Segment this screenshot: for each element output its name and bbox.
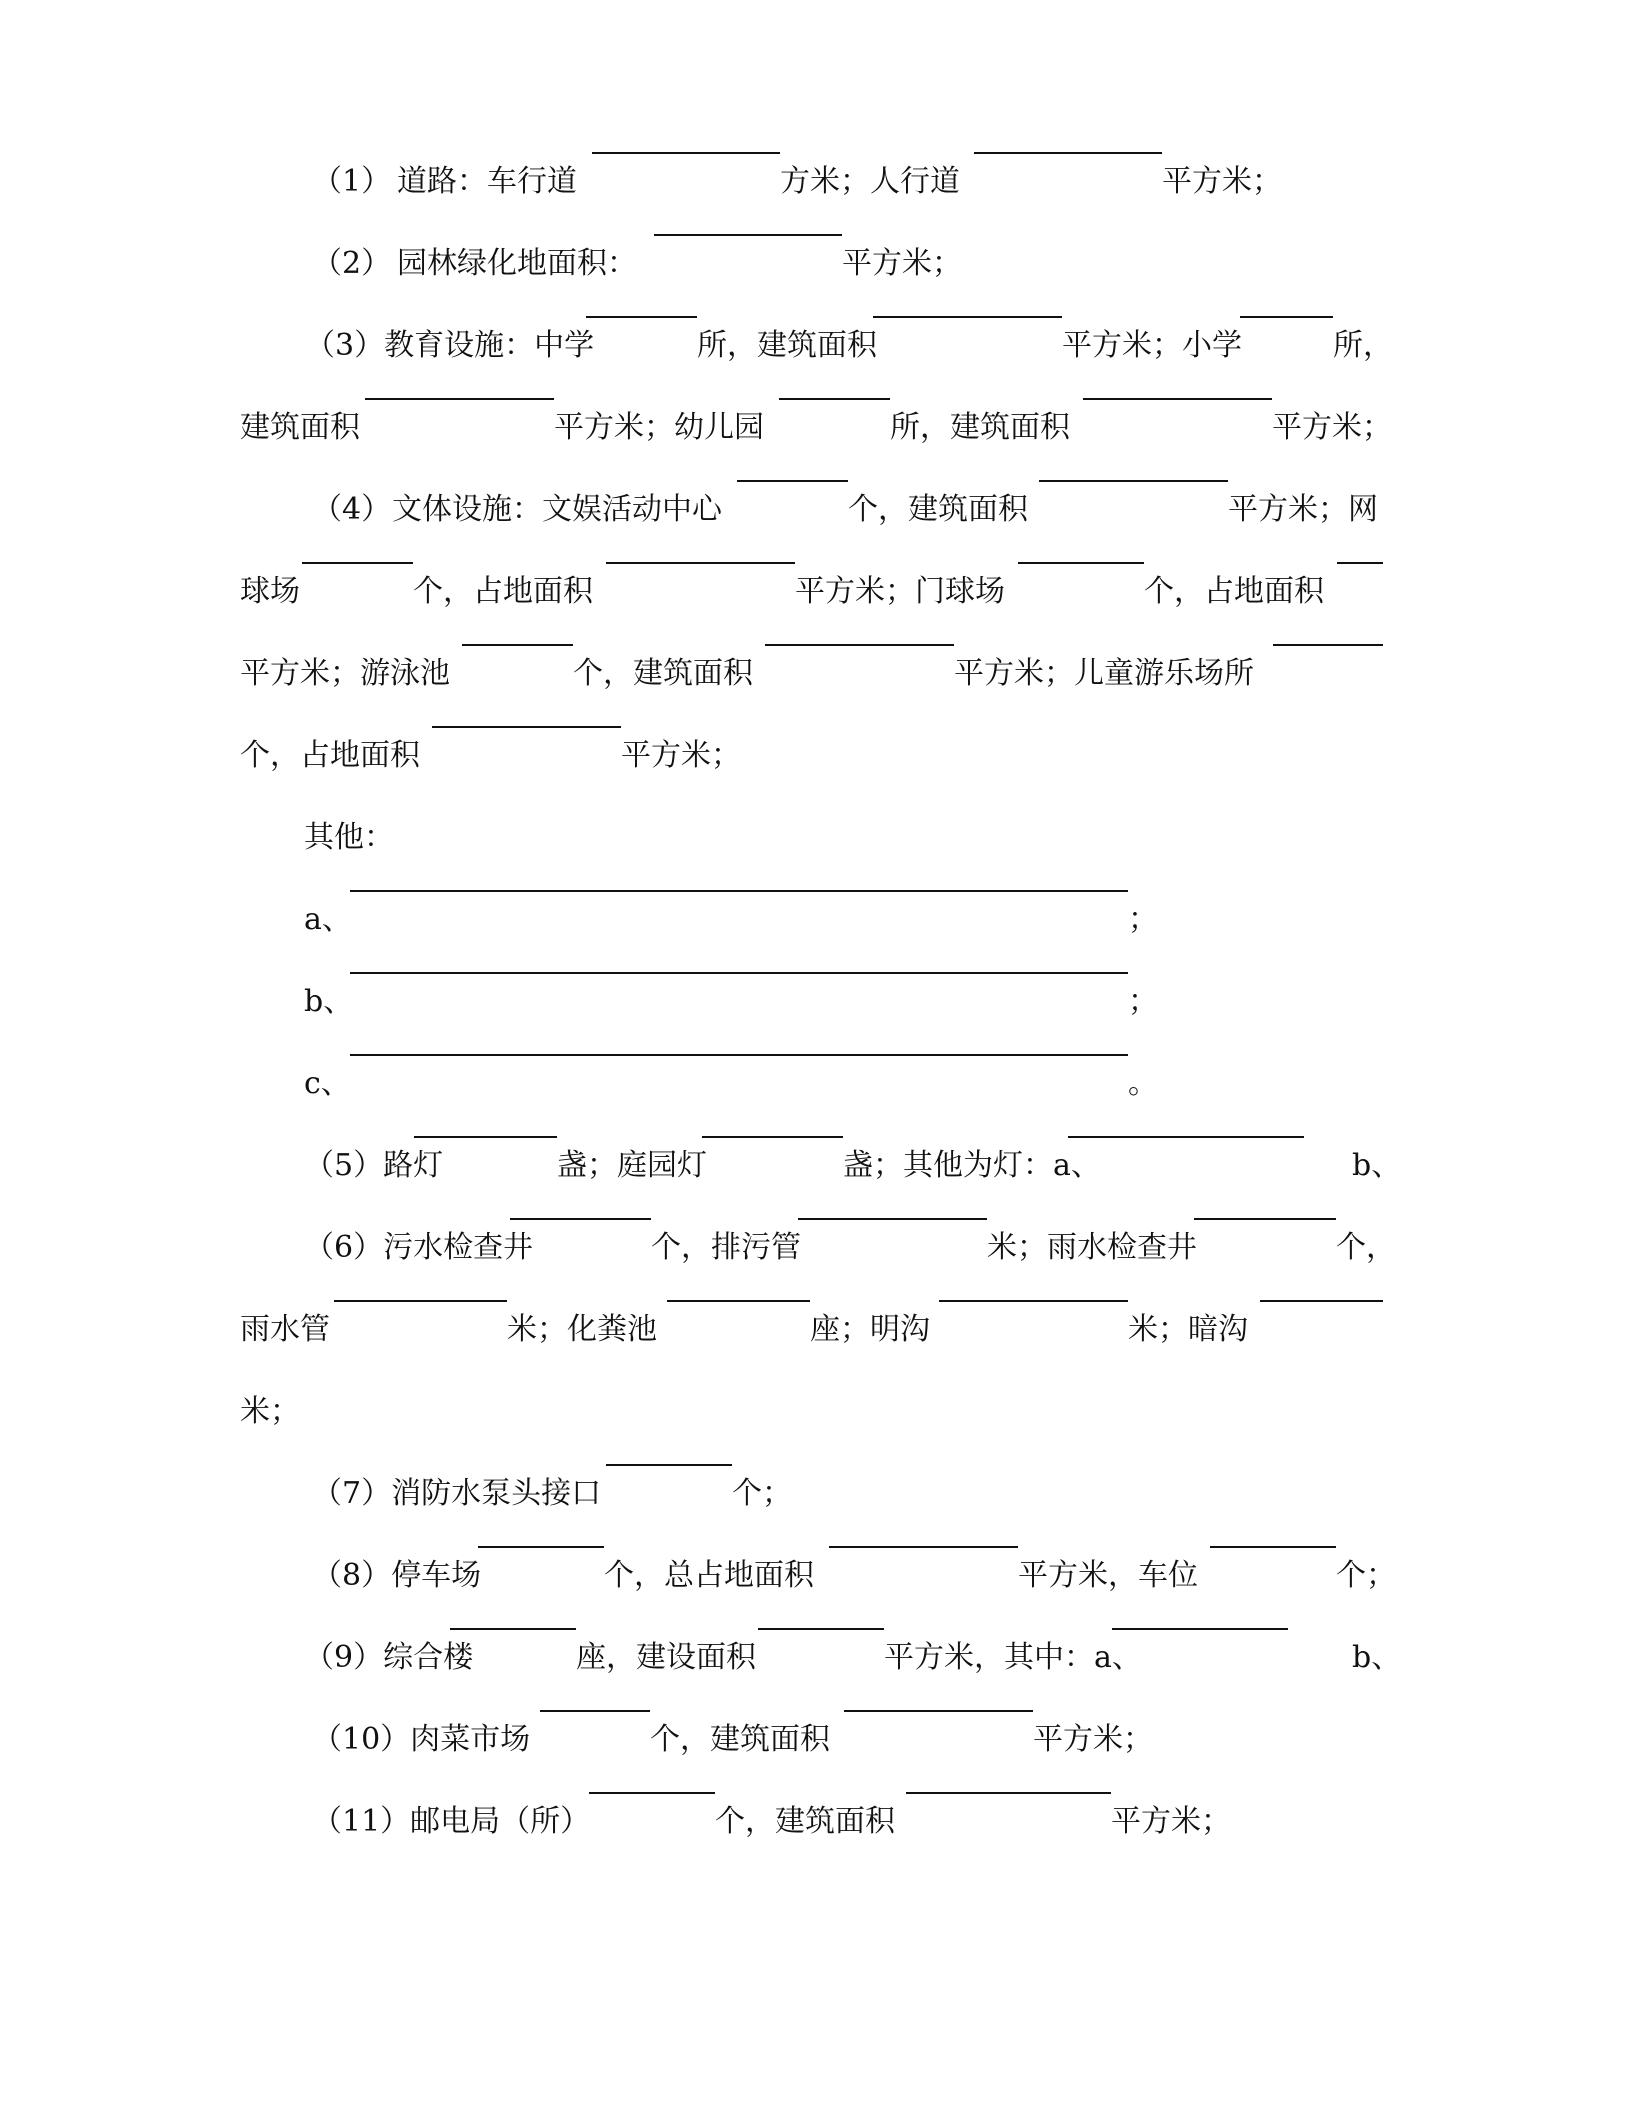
line-text: 平方米，车位 <box>1018 1558 1198 1593</box>
line-text: 个，占地面积 <box>1144 574 1324 609</box>
line-text: 个； <box>1336 1558 1396 1593</box>
line-text: 米；雨水检查井 <box>987 1230 1197 1265</box>
fill-in-blank[interactable] <box>510 1218 651 1220</box>
line-text: 平方米； <box>1272 410 1392 445</box>
line-text: c、 <box>304 1066 351 1101</box>
line-text: 雨水管 <box>240 1312 330 1347</box>
line-text: 盏；其他为灯：a、 <box>843 1148 1101 1183</box>
line-text: 平方米； <box>842 246 962 281</box>
form-line <box>0 1300 1632 1360</box>
fill-in-blank[interactable] <box>592 152 780 154</box>
fill-in-blank[interactable] <box>1337 562 1383 564</box>
line-text: （11）邮电局（所） <box>312 1804 591 1839</box>
line-text: 平方米；游泳池 <box>240 656 450 691</box>
fill-in-blank[interactable] <box>939 1300 1128 1302</box>
line-text: 所，建筑面积 <box>890 410 1070 445</box>
fill-in-blank[interactable] <box>589 1792 715 1794</box>
form-line <box>0 562 1632 622</box>
fill-in-blank[interactable] <box>365 398 554 400</box>
line-text: （2） <box>312 246 392 281</box>
line-text: 球场 <box>240 574 300 609</box>
form-line <box>0 1792 1632 1852</box>
line-text: 平方米； <box>1162 164 1282 199</box>
fill-in-blank[interactable] <box>478 1546 604 1548</box>
line-text: 平方米；小学 <box>1062 328 1242 363</box>
form-line <box>0 1628 1632 1688</box>
line-text: （8）停车场 <box>312 1558 482 1593</box>
fill-in-blank[interactable] <box>1018 562 1144 564</box>
line-text: ； <box>1128 984 1158 1019</box>
fill-in-blank[interactable] <box>1112 1628 1288 1630</box>
form-line <box>0 644 1632 704</box>
fill-in-blank[interactable] <box>779 398 890 400</box>
line-text: 所， <box>1333 328 1393 363</box>
fill-in-blank[interactable] <box>462 644 573 646</box>
line-text: 座，建设面积 <box>576 1640 756 1675</box>
fill-in-blank[interactable] <box>1273 644 1383 646</box>
line-text: b、 <box>1352 1148 1402 1183</box>
fill-in-blank[interactable] <box>1260 1300 1383 1302</box>
form-line <box>0 1218 1632 1278</box>
form-line <box>0 1546 1632 1606</box>
line-text: 米； <box>240 1394 300 1429</box>
line-text: 盏；庭园灯 <box>557 1148 707 1183</box>
fill-in-blank[interactable] <box>1210 1546 1336 1548</box>
line-text: 米；暗沟 <box>1128 1312 1248 1347</box>
fill-in-blank[interactable] <box>350 972 1128 974</box>
line-text: 个， <box>1336 1230 1396 1265</box>
fill-in-blank[interactable] <box>302 562 413 564</box>
line-text: 道路：车行道 <box>397 164 577 199</box>
fill-in-blank[interactable] <box>974 152 1162 154</box>
form-line <box>0 1382 1632 1442</box>
line-text: （9）综合楼 <box>304 1640 474 1675</box>
form-line <box>0 480 1632 540</box>
line-text: b、 <box>1352 1640 1402 1675</box>
line-text: （1） <box>312 164 392 199</box>
fill-in-blank[interactable] <box>829 1546 1018 1548</box>
line-text: 米；化粪池 <box>507 1312 657 1347</box>
form-line <box>0 726 1632 786</box>
fill-in-blank[interactable] <box>798 1218 987 1220</box>
line-text: 个，建筑面积 <box>573 656 753 691</box>
line-text: 方米；人行道 <box>780 164 960 199</box>
line-text: 个，建筑面积 <box>848 492 1028 527</box>
line-text: 平方米；儿童游乐场所 <box>954 656 1254 691</box>
fill-in-blank[interactable] <box>667 1300 810 1302</box>
fill-in-blank[interactable] <box>765 644 954 646</box>
line-text: （3）教育设施：中学 <box>305 328 595 363</box>
line-text: 个，占地面积 <box>413 574 593 609</box>
fill-in-blank[interactable] <box>432 726 621 728</box>
fill-in-blank[interactable] <box>606 1464 732 1466</box>
fill-in-blank[interactable] <box>1240 316 1333 318</box>
fill-in-blank[interactable] <box>450 1628 576 1630</box>
fill-in-blank[interactable] <box>606 562 795 564</box>
line-text: 建筑面积 <box>240 410 360 445</box>
line-text: （5）路灯 <box>304 1148 444 1183</box>
line-text: 平方米； <box>1033 1722 1153 1757</box>
line-text: 。 <box>1128 1066 1158 1101</box>
form-line <box>0 1136 1632 1196</box>
form-line <box>0 234 1632 294</box>
line-text: （6）污水检查井 <box>304 1230 534 1265</box>
line-text: 个，建筑面积 <box>715 1804 895 1839</box>
line-text: 平方米；门球场 <box>795 574 1005 609</box>
line-text: 平方米，其中：a、 <box>884 1640 1142 1675</box>
fill-in-blank[interactable] <box>414 1136 557 1138</box>
line-text: 个，建筑面积 <box>650 1722 830 1757</box>
line-text: 所，建筑面积 <box>697 328 877 363</box>
form-line <box>0 808 1632 868</box>
form-line <box>0 1464 1632 1524</box>
line-text: 园林绿化地面积： <box>397 246 637 281</box>
form-line <box>0 890 1632 950</box>
line-text: 个，占地面积 <box>240 738 420 773</box>
form-line <box>0 316 1632 376</box>
line-text: 个，总占地面积 <box>604 1558 814 1593</box>
line-text: 个，排污管 <box>651 1230 801 1265</box>
line-text: 个； <box>732 1476 792 1511</box>
fill-in-blank[interactable] <box>654 234 842 236</box>
fill-in-blank[interactable] <box>702 1136 843 1138</box>
fill-in-blank[interactable] <box>737 480 848 482</box>
fill-in-blank[interactable] <box>844 1710 1033 1712</box>
form-line <box>0 972 1632 1032</box>
line-text: 平方米； <box>621 738 741 773</box>
fill-in-blank[interactable] <box>1194 1218 1336 1220</box>
line-text: 其他： <box>304 820 394 855</box>
fill-in-blank[interactable] <box>334 1300 507 1302</box>
line-text: 文体设施：文娱活动中心 <box>392 492 722 527</box>
line-text: 平方米；网 <box>1228 492 1378 527</box>
form-line <box>0 1054 1632 1114</box>
line-text: 平方米； <box>1111 1804 1231 1839</box>
fill-in-blank[interactable] <box>906 1792 1111 1794</box>
form-line <box>0 398 1632 458</box>
line-text: （4） <box>312 492 392 527</box>
fill-in-blank[interactable] <box>540 1710 650 1712</box>
line-text: a、 <box>304 902 352 937</box>
fill-in-blank[interactable] <box>1039 480 1228 482</box>
line-text: （10）肉菜市场 <box>312 1722 531 1757</box>
fill-in-blank[interactable] <box>758 1628 884 1630</box>
line-text: 座；明沟 <box>810 1312 930 1347</box>
line-text: ； <box>1128 902 1158 937</box>
line-text: b、 <box>304 984 354 1019</box>
line-text: （7）消防水泵头接口 <box>312 1476 602 1511</box>
form-line <box>0 1710 1632 1770</box>
fill-in-blank[interactable] <box>350 1054 1128 1056</box>
form-line <box>0 152 1632 212</box>
fill-in-blank[interactable] <box>873 316 1062 318</box>
fill-in-blank[interactable] <box>1083 398 1272 400</box>
fill-in-blank[interactable] <box>350 890 1128 892</box>
fill-in-blank[interactable] <box>586 316 697 318</box>
line-text: 平方米；幼儿园 <box>554 410 764 445</box>
fill-in-blank[interactable] <box>1068 1136 1304 1138</box>
